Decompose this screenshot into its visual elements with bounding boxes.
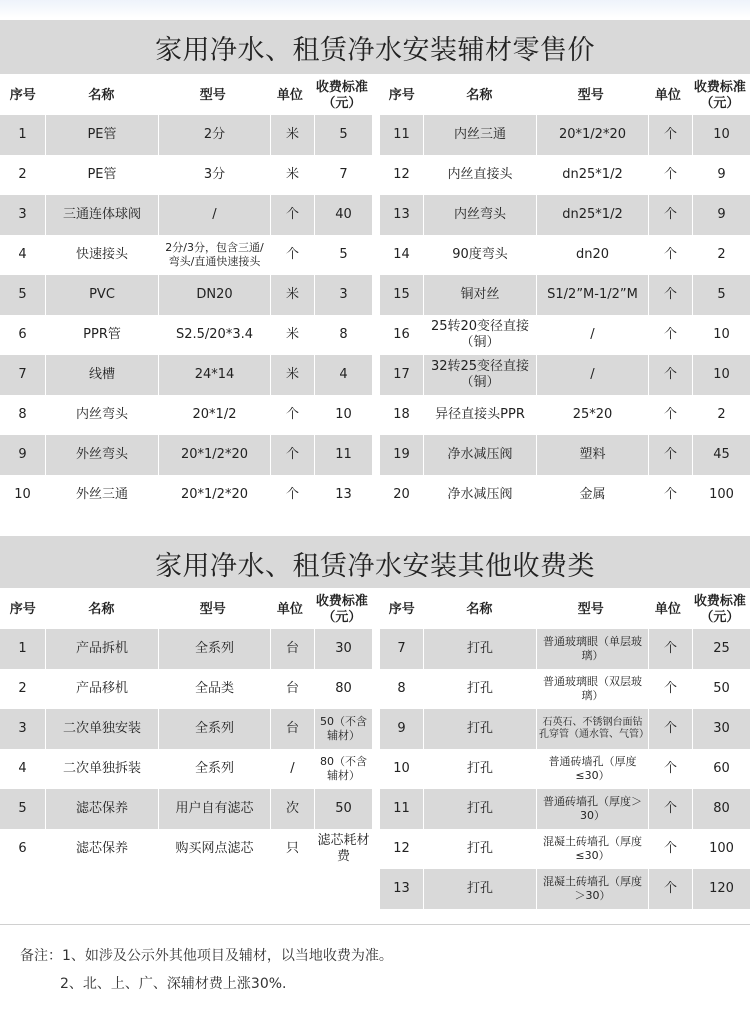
cell-price: 3 [339,287,348,302]
cell-unit: 台 [271,709,315,749]
cell-unit: 只 [271,829,315,869]
cell-index: 6 [0,829,46,869]
cell-price: 100 [709,487,734,502]
header-index: 序号 [388,602,415,617]
cell-name: 打孔 [424,629,537,669]
cell-model: / [537,355,649,395]
cell-price: 25 [713,641,730,656]
header-price: 收费标准（元） [693,80,746,111]
cell-model: 全系列 [159,709,271,749]
header-name: 名称 [88,602,115,617]
cell-model: 2分/3分，包含三通/弯头/直通快速接头 [159,235,271,275]
cell-unit: 个 [649,629,693,669]
cell-price: 50（不含辅材） [320,715,367,742]
section1-header [0,74,750,118]
table-row [0,435,372,475]
cell-unit: 个 [649,669,693,709]
table-row [0,195,372,235]
cell-index: 10 [380,749,424,789]
cell-price: 120 [709,881,734,896]
table-row [380,275,750,315]
table-row [0,789,372,829]
cell-index: 9 [380,709,424,749]
cell-model: 2分 [159,115,271,155]
cell-model: 金属 [537,475,649,515]
table-row [380,669,750,709]
cell-model: 普通砖墙孔（厚度＞30） [537,789,649,829]
cell-name: 滤芯保养 [46,789,159,829]
cell-price: 10 [713,367,730,382]
cell-price: 7 [339,167,348,182]
table-row [0,315,372,355]
cell-index: 5 [0,789,46,829]
header-unit: 单位 [654,88,681,103]
cell-unit: 米 [271,355,315,395]
cell-unit: 个 [649,235,693,275]
cell-name: 打孔 [424,789,537,829]
table-row [0,475,372,515]
header-name: 名称 [466,88,493,103]
cell-index: 11 [380,789,424,829]
cell-unit: 个 [649,435,693,475]
cell-model: S1/2”M-1/2”M [537,275,649,315]
cell-name: PPR管 [46,315,159,355]
table-row [380,115,750,155]
cell-price: 11 [335,447,352,462]
cell-model: dn20 [537,235,649,275]
cell-unit: 个 [271,195,315,235]
cell-price: 5 [717,287,726,302]
cell-index: 7 [0,355,46,395]
cell-unit: 个 [649,829,693,869]
cell-index: 11 [380,115,424,155]
cell-index: 10 [0,475,46,515]
cell-model: 购买网点滤芯 [159,829,271,869]
cell-price: 5 [339,127,348,142]
cell-model: 普通玻璃眼（单层玻璃） [537,629,649,669]
cell-index: 17 [380,355,424,395]
cell-price: 2 [717,407,726,422]
cell-name: 三通连体球阀 [46,195,159,235]
cell-name: 产品拆机 [46,629,159,669]
cell-unit: 个 [649,709,693,749]
header-unit: 单位 [654,602,681,617]
cell-model: 全系列 [159,749,271,789]
table-row [380,395,750,435]
cell-index: 1 [0,115,46,155]
table-row [0,275,372,315]
cell-model: 用户自有滤芯 [159,789,271,829]
cell-price: 滤芯耗材费 [317,833,370,864]
header-name: 名称 [466,602,493,617]
cell-price: 30 [335,641,352,656]
cell-name: 二次单独拆装 [46,749,159,789]
cell-price: 80 [335,681,352,696]
cell-name: 二次单独安装 [46,709,159,749]
section1-title: 家用净水、租赁净水安装辅材零售价 [0,20,750,74]
note-line-1: 备注：1、如涉及公示外其他项目及辅材，以当地收费为准。 [20,948,393,964]
cell-model: 混凝土砖墙孔（厚度＞30） [537,869,649,909]
cell-index: 16 [380,315,424,355]
table-row [0,749,372,789]
header-index: 序号 [388,88,415,103]
cell-name: 内丝弯头 [46,395,159,435]
header-unit: 单位 [276,88,303,103]
table-row [380,195,750,235]
table-row [0,395,372,435]
table-row [0,115,372,155]
cell-unit: 次 [271,789,315,829]
cell-unit: 米 [271,115,315,155]
top-strip [0,0,750,18]
cell-model: 普通砖墙孔（厚度≤30） [537,749,649,789]
table-row [0,155,372,195]
cell-price: 8 [339,327,348,342]
cell-unit: 个 [649,475,693,515]
cell-unit: 个 [271,395,315,435]
table-row [380,869,750,909]
cell-price: 5 [339,247,348,262]
cell-name: 90度弯头 [424,235,537,275]
cell-model: 普通玻璃眼（双层玻璃） [537,669,649,709]
cell-model: 石英石、不锈钢台面钻孔穿管（通水管、气管） [537,709,649,749]
cell-price: 50 [335,801,352,816]
cell-index: 2 [0,155,46,195]
cell-model: S2.5/20*3.4 [159,315,271,355]
table-row [380,475,750,515]
cell-unit: / [271,749,315,789]
cell-index: 12 [380,155,424,195]
table-row [380,155,750,195]
cell-name: 内丝弯头 [424,195,537,235]
cell-index: 18 [380,395,424,435]
cell-unit: 个 [649,115,693,155]
header-unit: 单位 [276,602,303,617]
cell-price: 9 [717,167,726,182]
cell-model: 20*1/2*20 [159,475,271,515]
cell-index: 14 [380,235,424,275]
cell-index: 9 [0,435,46,475]
cell-unit: 个 [271,475,315,515]
header-index: 序号 [9,602,36,617]
cell-price: 10 [713,327,730,342]
cell-unit: 台 [271,629,315,669]
cell-model: 全品类 [159,669,271,709]
cell-unit: 个 [649,355,693,395]
cell-unit: 台 [271,669,315,709]
cell-unit: 米 [271,315,315,355]
header-index: 序号 [9,88,36,103]
cell-index: 20 [380,475,424,515]
cell-unit: 个 [649,195,693,235]
cell-model: 塑料 [537,435,649,475]
cell-name: 外丝三通 [46,475,159,515]
cell-model: / [537,315,649,355]
table-row [0,709,372,749]
cell-name: 打孔 [424,749,537,789]
cell-model: / [159,195,271,235]
cell-index: 1 [0,629,46,669]
cell-index: 19 [380,435,424,475]
table-row [380,355,750,395]
cell-index: 3 [0,195,46,235]
cell-name: 净水减压阀 [424,435,537,475]
cell-unit: 个 [271,235,315,275]
cell-index: 8 [380,669,424,709]
table-row [380,629,750,669]
table-row [0,669,372,709]
table-row [380,749,750,789]
cell-price: 80 [713,801,730,816]
cell-price: 100 [709,841,734,856]
cell-name: PE管 [46,115,159,155]
table-row [0,355,372,395]
cell-unit: 个 [649,395,693,435]
cell-index: 4 [0,235,46,275]
cell-model: 20*1/2*20 [159,435,271,475]
cell-price: 80（不含辅材） [320,755,367,782]
cell-name: 打孔 [424,669,537,709]
cell-model: DN20 [159,275,271,315]
cell-model: dn25*1/2 [537,155,649,195]
cell-name: 快速接头 [46,235,159,275]
table-row [380,789,750,829]
cell-name: 线槽 [46,355,159,395]
cell-unit: 个 [649,155,693,195]
header-model: 型号 [577,602,604,617]
cell-model: dn25*1/2 [537,195,649,235]
header-price: 收费标准（元） [693,594,746,625]
cell-price: 45 [713,447,730,462]
cell-name: 打孔 [424,869,537,909]
cell-price: 13 [335,487,352,502]
table-row [0,629,372,669]
cell-model: 20*1/2 [159,395,271,435]
cell-index: 2 [0,669,46,709]
table-row [380,709,750,749]
cell-model: 混凝土砖墙孔（厚度≤30） [537,829,649,869]
cell-index: 12 [380,829,424,869]
cell-name: PE管 [46,155,159,195]
divider [0,924,750,925]
header-model: 型号 [577,88,604,103]
cell-price: 4 [339,367,348,382]
cell-price: 60 [713,761,730,776]
notes [20,942,393,998]
cell-price: 50 [713,681,730,696]
header-name: 名称 [88,88,115,103]
cell-name: 产品移机 [46,669,159,709]
cell-price: 9 [717,207,726,222]
cell-name: 32转25变径直接（铜） [424,355,537,395]
cell-index: 13 [380,869,424,909]
table-row [0,235,372,275]
cell-price: 30 [713,721,730,736]
header-model: 型号 [199,602,226,617]
cell-unit: 个 [649,275,693,315]
cell-price: 10 [335,407,352,422]
cell-name: 25转20变径直接（铜） [424,315,537,355]
cell-unit: 米 [271,155,315,195]
cell-index: 8 [0,395,46,435]
cell-name: 异径直接头PPR [424,395,537,435]
section2-header [0,588,750,632]
cell-index: 4 [0,749,46,789]
cell-unit: 个 [271,435,315,475]
table-row [380,829,750,869]
table-row [380,235,750,275]
table-row [380,435,750,475]
cell-name: 打孔 [424,829,537,869]
cell-unit: 个 [649,869,693,909]
cell-name: 内丝三通 [424,115,537,155]
cell-name: 外丝弯头 [46,435,159,475]
cell-name: 铜对丝 [424,275,537,315]
cell-model: 3分 [159,155,271,195]
section2-title: 家用净水、租赁净水安装其他收费类 [0,536,750,590]
cell-price: 10 [713,127,730,142]
cell-index: 5 [0,275,46,315]
cell-model: 20*1/2*20 [537,115,649,155]
table-row [0,829,372,869]
cell-name: 滤芯保养 [46,829,159,869]
cell-unit: 个 [649,315,693,355]
cell-price: 2 [717,247,726,262]
cell-price: 40 [335,207,352,222]
table-row [380,315,750,355]
note-line-2: 2、北、上、广、深辅材费上涨30%. [60,976,287,992]
header-model: 型号 [199,88,226,103]
cell-name: PVC [46,275,159,315]
cell-name: 内丝直接头 [424,155,537,195]
cell-unit: 个 [649,789,693,829]
header-price: 收费标准（元） [315,594,368,625]
cell-index: 6 [0,315,46,355]
cell-index: 3 [0,709,46,749]
cell-unit: 米 [271,275,315,315]
cell-unit: 个 [649,749,693,789]
cell-name: 打孔 [424,709,537,749]
cell-model: 24*14 [159,355,271,395]
cell-index: 15 [380,275,424,315]
header-price: 收费标准（元） [315,80,368,111]
cell-model: 全系列 [159,629,271,669]
cell-index: 13 [380,195,424,235]
cell-index: 7 [380,629,424,669]
cell-name: 净水减压阀 [424,475,537,515]
cell-model: 25*20 [537,395,649,435]
